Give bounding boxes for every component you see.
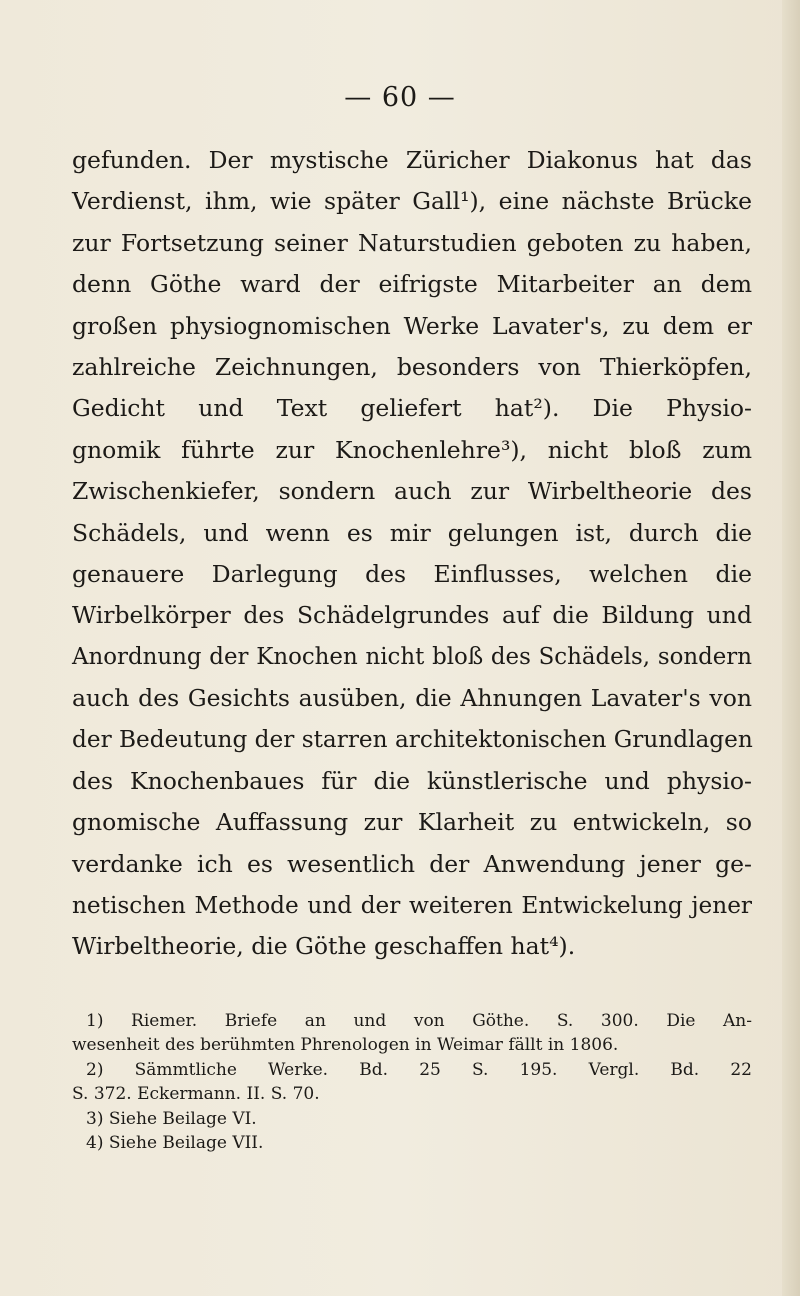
text-line: großen physiognomischen Werke Lavater's, zu dem er [72,311,752,340]
footnotes [72,1009,752,1155]
text-line: denn Göthe ward der eifrigste Mitarbeiter an dem [72,270,752,299]
text-line: genauere Darlegung des Einflusses, welchen die [72,559,752,588]
text-line: Wirbeltheorie, die Göthe geschaffen hat⁴). [72,932,576,961]
footnote-line: S. 372. Eckermann. II. S. 70. [72,1084,320,1105]
text-line: verdanke ich es wesentlich der Anwendung jener ge- [72,849,752,878]
body-text [72,140,752,968]
text-line: Anordnung der Knochen nicht bloß des Schädels, sondern [72,643,752,670]
page-number: — 60 — [344,82,456,113]
text-line: auch des Gesichts ausüben, die Ahnungen Lavater's von [72,684,752,713]
text-line: Verdienst, ihm, wie später Gall¹), eine nächste Brücke [72,187,752,216]
text-line: zur Fortsetzung seiner Naturstudien geboten zu haben, [72,228,752,257]
text-line: Zwischenkiefer, sondern auch zur Wirbeltheorie des [72,477,752,506]
text-line: Wirbelkörper des Schädelgrundes auf die Bildung und [72,601,752,630]
text-line: Schädels, und wenn es mir gelungen ist, durch die [72,518,752,547]
footnote-line: 4) Siehe Beilage VII. [86,1132,264,1153]
text-line: der Bedeutung der starren architektonischen Grundlagen [72,726,753,754]
text-line: Gedicht und Text geliefert hat²). Die Physio- [72,394,752,423]
text-line: gnomische Auffassung zur Klarheit zu entwickeln, so [72,808,752,837]
footnote-line: 2) Sämmtliche Werke. Bd. 25 S. 195. Vergl. Bd. 22 [86,1059,752,1080]
footnote-line: 1) Riemer. Briefe an und von Göthe. S. 300. Die An- [86,1011,752,1031]
text-line: zahlreiche Zeichnungen, besonders von Thierköpfen, [72,352,752,381]
text-line: gefunden. Der mystische Züricher Diakonus hat das [72,146,752,174]
text-line: gnomik führte zur Knochenlehre³), nicht bloß zum [72,435,752,464]
text-line: netischen Methode und der weiteren Entwickelung jener [72,892,752,920]
text-line: des Knochenbaues für die künstlerische und physio- [72,766,752,795]
page-edge [782,0,800,1296]
footnote-line: wesenheit des berühmten Phrenologen in Weimar fällt in 1806. [72,1035,619,1056]
footnote-line: 3) Siehe Beilage VI. [86,1108,257,1129]
